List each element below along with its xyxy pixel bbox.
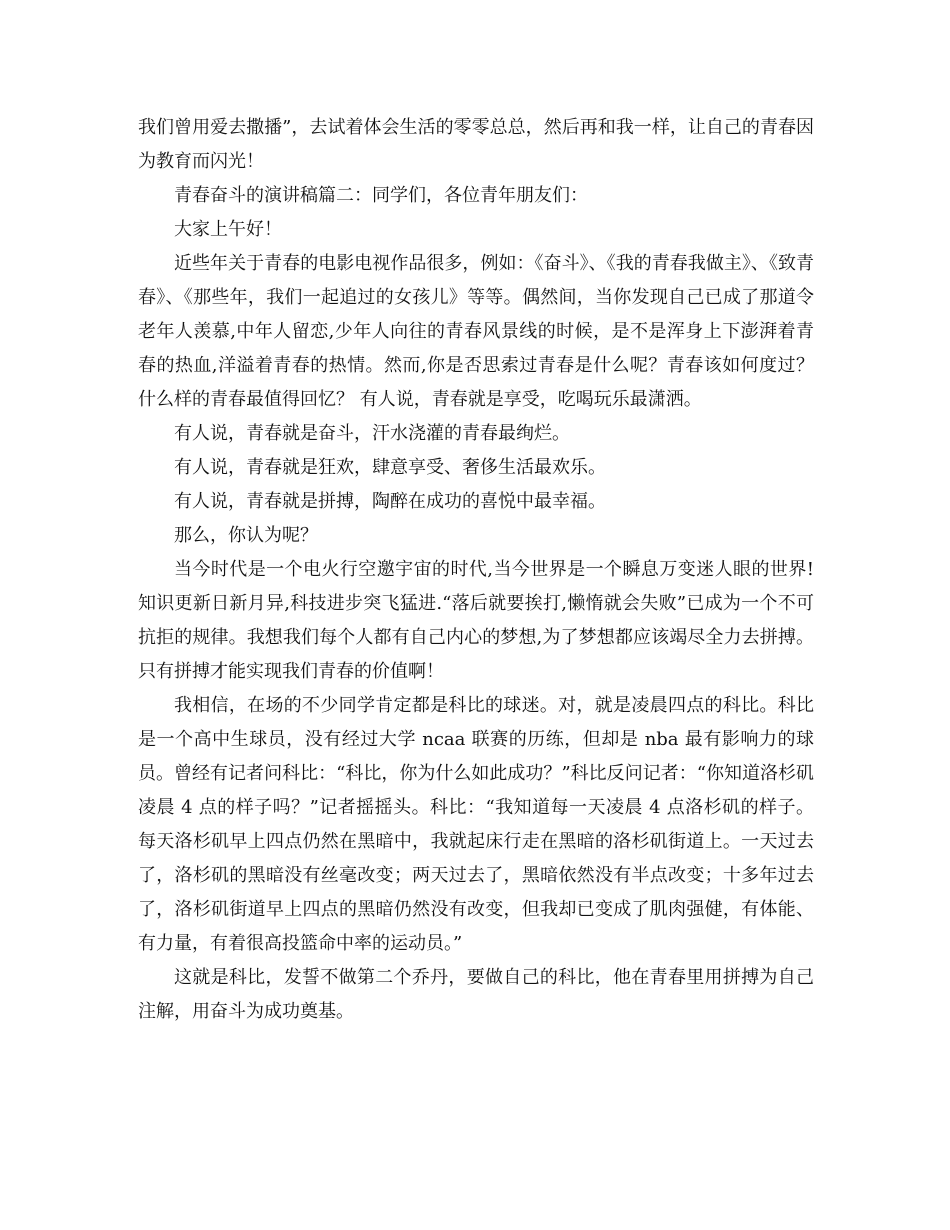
paragraph-youth-films: 近些年关于青春的电影电视作品很多，例如：《奋斗》、《我的青春我做主》、《致青春》、《那些年，我们一起追过的女孩儿》等等。偶然间，当你发现自己已成了那道令老年人羡慕,中年人留恋,少年人向往的青春风景线的时候，是不是浑身上下澎湃着青春的热血,洋溢着青春的热情。然而,你是否思索过青春是什么呢？青春该如何度过？什么样的青春最值得回忆？ 有人说，青春就是享受，吃喝玩乐最潇洒。 (138, 253, 814, 410)
paragraph-kobe-conclusion: 这就是科比，发誓不做第二个乔丹，要做自己的科比，他在青春里用拼搏为自己注解，用奋斗为成功奠基。 (138, 967, 814, 1022)
paragraph-heading-speech-two: 青春奋斗的演讲稿篇二：同学们，各位青年朋友们： (174, 185, 588, 206)
paragraph-greeting: 大家上午好！ (174, 219, 282, 240)
paragraph-question: 那么，你认为呢？ (174, 525, 318, 546)
paragraph-youth-carnival: 有人说，青春就是狂欢，肆意享受、奢侈生活最欢乐。 (174, 457, 606, 478)
paragraph-youth-struggle: 有人说，青春就是奋斗，汗水浇灌的青春最绚烂。 (174, 423, 570, 444)
paragraph-youth-striving: 有人说，青春就是拼搏，陶醉在成功的喜悦中最幸福。 (174, 491, 606, 512)
paragraph-continuation: 我们曾用爱去撒播”，去试着体会生活的零零总总，然后再和我一样，让自己的青春因为教育而闪光！ (138, 117, 814, 172)
paragraph-era: 当今时代是一个电火行空邀宇宙的时代,当今世界是一个瞬息万变迷人眼的世界!知识更新日新月异,科技进步突飞猛进.“落后就要挨打,懒惰就会失败”已成为一个不可抗拒的规律。我想我们每个人都有自己内心的梦想,为了梦想都应该竭尽全力去拼搏。只有拼搏才能实现我们青春的价值啊！ (138, 559, 814, 682)
document-body (138, 111, 814, 1029)
paragraph-kobe-story: 我相信，在场的不少同学肯定都是科比的球迷。对，就是凌晨四点的科比。科比是一个高中生球员，没有经过大学 ncaa 联赛的历练，但却是 nba 最有影响力的球员。曾经有记者问科比：“科比，你为什么如此成功？”科比反问记者：“你知道洛杉矶凌晨 4 点的样子吗？”记者摇摇头。科比：“我知道每一天凌晨 4 点洛杉矶的样子。每天洛杉矶早上四点仍然在黑暗中，我就起床行走在黑暗的洛杉矶街道上。一天过去了，洛杉矶的黑暗没有丝毫改变；两天过去了，黑暗依然没有半点改变；十多年过去了，洛杉矶街道早上四点的黑暗仍然没有改变，但我却已变成了肌肉强健，有体能、有力量，有着很高投篮命中率的运动员。” (138, 695, 814, 954)
